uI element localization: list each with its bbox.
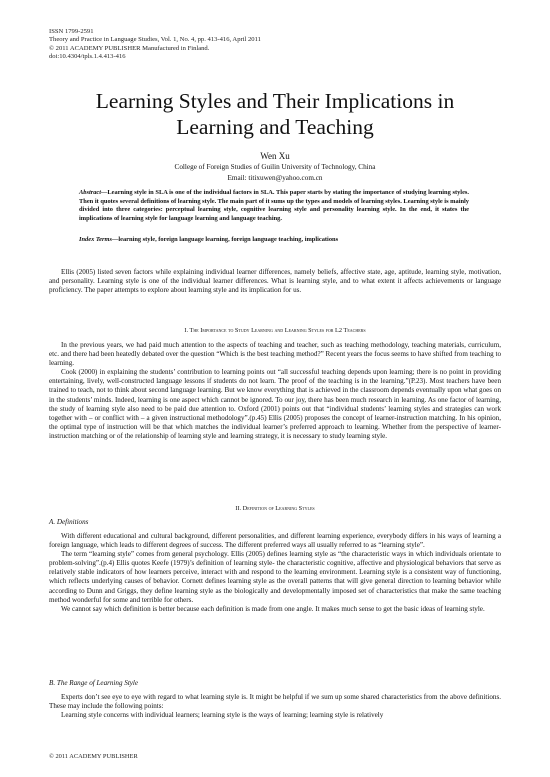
section-1-paragraph-2: Cook (2000) in explaining the students’ contribution to learning points out “all successful teaching depends upon learning; there is no point in providing entertaining, lively, well-constructed language lessons if students do not learn. The proof of the teaching is in the learning.”(P.23). Most teachers have been trained to teach, not to think about second language learning. But we know everything that is achieved in the classroom depends eventually upon what goes on in the students’ minds. Indeed, learning is one aspect which cannot be ignored. To our joy, there has been much research in learning. As one factor of learning, the study of learning style also need to be paid due attention to. Oxford (2001) points out that “individual students’ learning styles and strategies can work together with – or conflict with – a given instructional methodology”.(p.45) Ellis (2005) proposes the concept of learner-instruction matching. In his opinion, the optimal type of instruction will be that which matches the individual learner’s preferred approach to learning. Whether from the perspective of learner-instruction matching or of the relationship of learning style and learning strategy, it is necessary to study learning style. <box>49 368 501 440</box>
abstract-text: —Learning style in SLA is one of the individual factors in SLA. This paper starts by stating the importance of studying learning styles. Then it quotes several definitions of learning style. The main part of it sums up the types and models of learning styles. Learning style is mainly divided into three categories: perceptual learning style, cognitive learning style and personality learning style. In the end, it states the implications of learning style for language learning and language teaching. <box>79 189 469 222</box>
index-terms-text: —learning style, foreign language learning, foreign language teaching, implications <box>111 236 339 243</box>
section-2a-paragraph-1: With different educational and cultural background, different personalities, and different learning experience, everybody differs in his ways of learning a foreign language, which leads to different degrees of success. The different preferred ways all usually referred to as “learning style”. <box>49 532 501 550</box>
section-1-paragraph-1: In the previous years, we had paid much attention to the aspects of teaching and teacher, such as teaching methodology, teaching materials, curriculum, etc. and there had been heatedly debated over the question “Which is the best teaching method?” Recent years the focus seems to have shifted from teaching to learning. <box>49 341 501 368</box>
issn: ISSN 1799-2591 <box>49 28 94 35</box>
author-email[interactable]: Email: titixuwen@yahoo.com.cn <box>227 174 323 182</box>
section-2a-paragraph-2: The term “learning style” comes from general psychology. Ellis (2005) defines learning style as “the characteristic ways in which individuals orientate to problem-solving”.(p.4) Ellis quotes Keefe (1979)’s definition of learning style- the characteristic cognitive, affective and physiological behaviors that serve as relatively stable indicators of how learners perceive, interact with and respond to the learning environment. Learning style is a consistent way of functioning, which reflects underlying causes of behavior. Cornett defines learning style as the overall patterns that will give general direction to learning behavior while according to Dunn and Griggs, they define learning style as the biologically and developmentally imposed set of characteristics that make the same teaching method wonderful for some and terrible for others. <box>49 550 501 604</box>
section-2a-paragraph-3: We cannot say which definition is better because each definition is made from one angle. It makes much sense to get the basic ideas of learning style. <box>61 604 485 613</box>
copyright-line: © 2011 ACADEMY PUBLISHER Manufactured in Finland. <box>49 44 210 52</box>
author-affiliation: College of Foreign Studies of Guilin University of Technology, China <box>174 163 376 171</box>
section-1-heading: I. The Importance to Study Learning and Learning Styles for L2 Teachers <box>184 327 366 334</box>
subsection-a-heading: A. Definitions <box>49 518 89 526</box>
page-footer: © 2011 ACADEMY PUBLISHER <box>49 753 138 760</box>
section-2b-body <box>49 693 501 720</box>
abstract-label: Abstract <box>79 189 102 196</box>
journal-header <box>49 28 261 62</box>
abstract <box>79 189 469 224</box>
journal-citation: Theory and Practice in Language Studies, Vol. 1, No. 4, pp. 413-416, April 2011 <box>49 36 261 44</box>
section-2b-paragraph-2: Learning style concerns with individual learners; learning style is the ways of learning; learning style is relatively <box>61 711 384 720</box>
subsection-b-heading: B. The Range of Learning Style <box>49 679 139 687</box>
paper-title-line1: Learning Styles and Their Implications in <box>95 89 455 113</box>
section-1-body <box>49 341 501 441</box>
paper-title-line2: Learning and Teaching <box>176 115 374 139</box>
index-terms-label: Index Terms <box>79 236 112 243</box>
intro-paragraph: Ellis (2005) listed seven factors while explaining individual learner differences, namely beliefs, affective state, age, aptitude, learning style, motivation, and personality. Learning style is one of the individual learner differences. What is learning style, and to what extent it affects achievements or language proficiency. The paper attempts to explore about learning style and its implication for us. <box>49 268 501 295</box>
section-2-heading: II. Definition of Learning Styles <box>235 505 315 512</box>
doi-link[interactable]: doi:10.4304/tpls.1.4.413-416 <box>49 53 126 61</box>
index-terms <box>79 236 479 245</box>
paper-title <box>0 88 550 140</box>
section-2a-body <box>49 532 501 614</box>
section-2b-paragraph-1: Experts don’t see eye to eye with regard to what learning style is. It might be helpful if we sum up some shared characteristics from the above definitions. These may include the following points: <box>49 693 501 711</box>
intro-block <box>49 268 501 295</box>
author-name: Wen Xu <box>260 151 290 161</box>
